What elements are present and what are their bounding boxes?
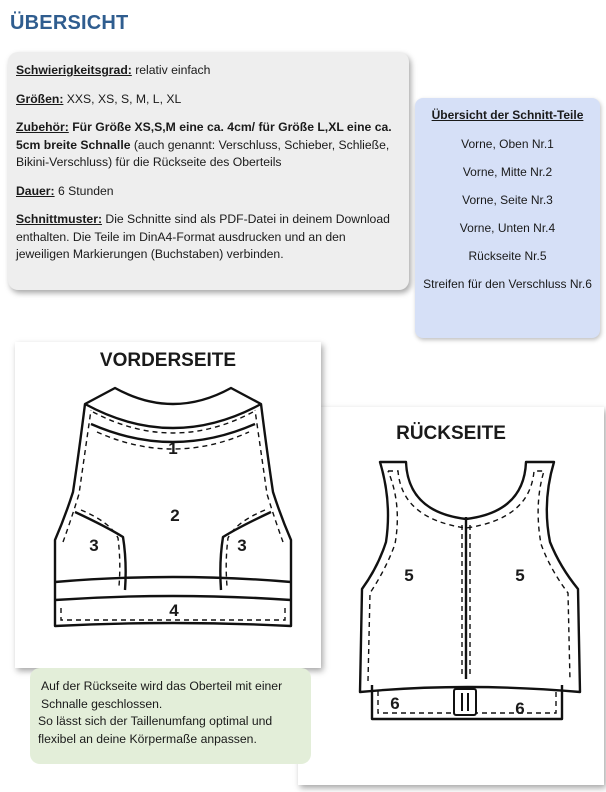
accessories-rest: (auch genannt: Verschluss, Schieber, Schließe, Bikini-Verschluss) für die Rückseite des Oberteils [16,137,390,169]
front-panel [15,342,321,668]
info-box [8,52,409,290]
back-garment-illustration [298,407,604,785]
pattern-row [16,211,401,264]
accessories-bold: Für Größe XS,S,M eine ca. 4cm/ für Größe L,XL eine ca. 5cm breite Schnalle [16,120,392,152]
closure-note-box [30,668,311,764]
back-label-6-left: 6 [390,694,400,713]
parts-item: Vorne, Mitte Nr.2 [462,165,553,179]
back-panel [298,407,604,785]
parts-item: Vorne, Oben Nr.1 [461,137,554,151]
back-label-5-right: 5 [515,566,525,585]
front-label-4: 4 [169,601,179,620]
sizes-row [16,91,401,109]
difficulty-row [16,62,401,80]
back-label-6-right: 6 [515,699,525,718]
page-title: ÜBERSICHT [10,12,129,34]
parts-item: Vorne, Unten Nr.4 [459,221,556,235]
parts-item: Vorne, Seite Nr.3 [462,193,553,207]
difficulty-label: Schwierigkeitsgrad: [16,63,132,77]
duration-value: 6 Stunden [54,183,114,198]
sizes-label: Größen: [16,91,64,106]
front-garment-illustration [15,342,321,668]
pattern-label: Schnittmuster: [16,212,102,226]
front-label-2: 2 [170,506,180,525]
duration-label: Dauer: [16,183,55,198]
back-label-5-left: 5 [404,566,414,585]
note-line-2: So lässt sich der Taillenumfang optimal und flexibel an deine Körpermaße anpassen. [38,714,273,746]
parts-item: Rückseite Nr.5 [468,249,547,263]
difficulty-value: relativ einfach [131,63,211,77]
accessories-label: Zubehör: [16,120,69,134]
back-title: RÜCKSEITE [396,423,506,444]
front-title: VORDERSEITE [99,350,237,371]
pattern-value: Die Schnitte sind als PDF-Datei in deinem Download enthalten. Die Teile im DinA4-Format ausdrucken und an den jeweiligen Markierungen (Buchstaben) verbinden. [16,212,390,261]
front-label-1: 1 [168,439,178,458]
parts-overview-box [415,98,600,338]
front-label-3-left: 3 [89,536,99,555]
parts-item: Streifen für den Verschluss Nr.6 [423,277,592,291]
front-label-3-right: 3 [237,536,247,555]
parts-heading: Übersicht der Schnitt-Teile [431,108,584,122]
duration-row [16,183,401,201]
accessories-row [16,119,401,172]
sizes-value: XXS, XS, S, M, L, XL [63,91,182,106]
note-line-1: Auf der Rückseite wird das Oberteil mit einer Schnalle geschlossen. [41,679,283,711]
